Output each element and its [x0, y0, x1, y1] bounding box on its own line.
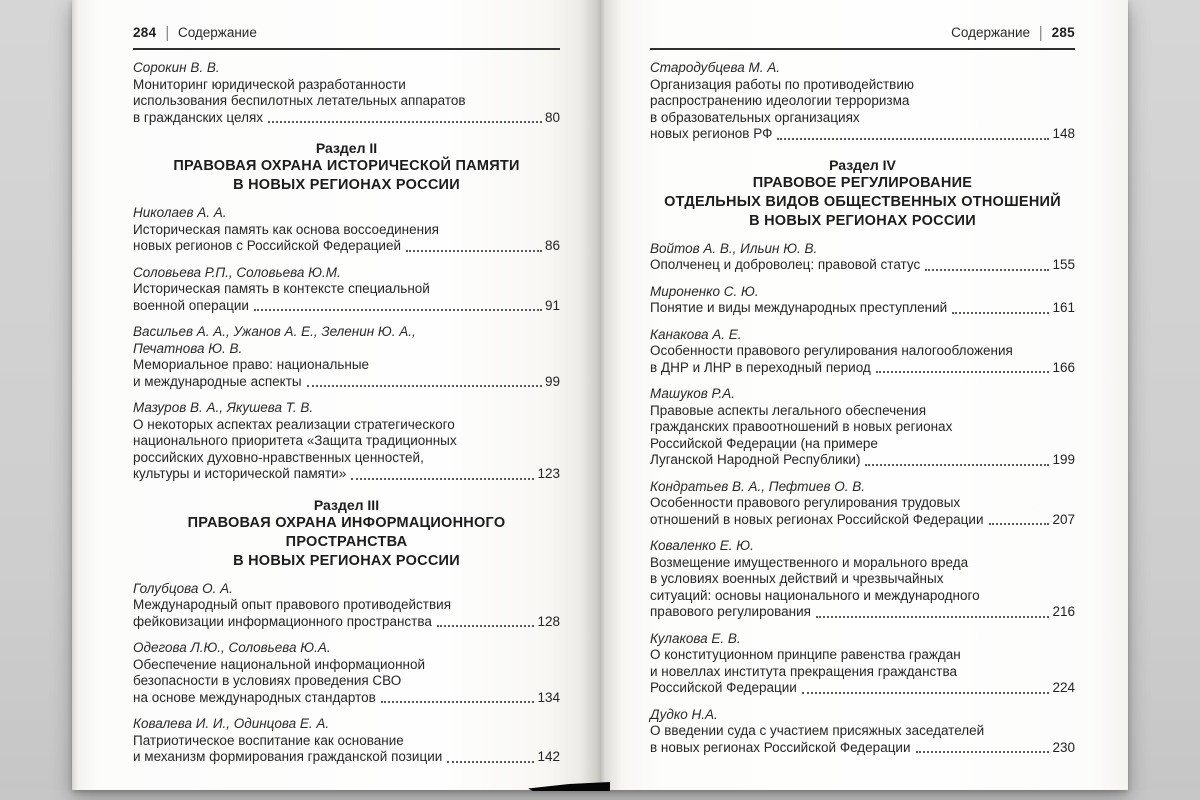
toc-entry	[650, 60, 1075, 143]
entry-author-line: Мазуров В. А., Якушева Т. В.	[133, 400, 314, 415]
toc-entry	[133, 400, 560, 483]
toc-entry	[133, 265, 560, 315]
section-title	[133, 157, 560, 195]
dot-leader	[254, 309, 542, 311]
entry-tail-text: в новых регионах Российской Федерации	[650, 739, 911, 755]
toc-entry	[650, 284, 1075, 317]
entry-page-number: 161	[1052, 300, 1075, 315]
entry-title-line: О некоторых аспектах реализации стратегического	[133, 416, 455, 432]
entry-tail-row	[650, 740, 1075, 757]
background-bottom-strip	[0, 790, 1200, 800]
section-title-line: В НОВЫХ РЕГИОНАХ РОССИИ	[233, 552, 460, 569]
entry-tail-text: Ополченец и доброволец: правовой статус	[650, 257, 921, 272]
entry-page-number: 80	[544, 109, 560, 125]
entry-title-lines	[133, 417, 560, 467]
entry-authors	[650, 631, 1075, 648]
entry-page-number: 199	[1052, 452, 1075, 467]
left-page-header	[133, 24, 560, 50]
dot-leader	[307, 385, 542, 387]
toc-entry	[133, 60, 560, 126]
entry-title-line: Международный опыт правового противодействия	[133, 597, 452, 612]
entry-authors	[133, 400, 560, 417]
entry-authors	[133, 640, 560, 657]
section-title-line: ПРАВОВОЕ РЕГУЛИРОВАНИЕ	[752, 174, 973, 191]
right-page-number: 285	[1051, 25, 1075, 40]
section-title-line: В НОВЫХ РЕГИОНАХ РОССИИ	[233, 177, 460, 193]
entry-tail-text: и механизм формирования гражданской позиции	[133, 749, 443, 764]
entry-tail-text: в ДНР и ЛНР в переходный период	[650, 359, 871, 375]
entry-title-line: национального приоритета «Защита традиционных	[133, 433, 457, 448]
entry-title-lines	[133, 222, 560, 239]
entry-page-number: 123	[537, 466, 560, 481]
entry-title-line: ситуаций: основы национального и международного	[650, 587, 980, 603]
entry-tail-text: Луганской Народной Республики)	[650, 452, 861, 467]
toc-entry	[650, 707, 1075, 757]
left-page-number: 284	[133, 25, 157, 40]
toc-entry	[133, 324, 560, 390]
dot-leader	[381, 701, 535, 703]
entry-authors	[133, 60, 560, 77]
entry-author-line: Николаев А. А.	[133, 205, 227, 220]
entry-title-line: Историческая память в контексте специальной	[133, 281, 430, 296]
toc-entry	[133, 581, 560, 631]
entry-tail-text: Российской Федерации	[650, 680, 797, 695]
entry-authors	[650, 241, 1075, 258]
entry-title-lines	[650, 495, 1075, 512]
entry-tail-text: правового регулирования	[650, 604, 811, 619]
entry-authors	[650, 60, 1075, 77]
entry-page-number: 224	[1052, 680, 1075, 695]
entry-title-lines	[133, 77, 560, 110]
section-label: Раздел IV	[829, 156, 896, 173]
entry-tail-text: Понятие и виды международных преступлений	[650, 300, 948, 315]
entry-page-number: 166	[1052, 359, 1075, 375]
entry-page-number: 230	[1052, 739, 1075, 755]
entry-title-lines	[133, 281, 560, 298]
entry-tail-row	[650, 512, 1075, 529]
entry-tail-text: новых регионов с Российской Федерацией	[133, 238, 402, 253]
entry-title-lines	[133, 657, 560, 690]
entry-title-line: Российской Федерации (на примере	[650, 435, 878, 451]
dot-leader	[447, 761, 534, 763]
entry-tail-row	[650, 452, 1075, 469]
toc-entry	[650, 241, 1075, 274]
entry-title-line: Правовые аспекты легального обеспечения	[650, 402, 926, 418]
right-header-title: Содержание	[951, 25, 1031, 40]
dot-leader	[865, 464, 1049, 466]
entry-tail-text: культуры и исторической памяти»	[133, 466, 347, 481]
toc-entry	[133, 640, 560, 706]
right-toc	[650, 60, 1075, 756]
dot-leader	[816, 616, 1050, 618]
entry-title-line: Историческая память как основа воссоединения	[133, 221, 439, 237]
toc-entry	[133, 205, 560, 255]
entry-tail-row	[133, 238, 560, 255]
book-spread	[72, 0, 1128, 790]
entry-tail-row	[133, 749, 560, 766]
left-header-title: Содержание	[177, 25, 257, 40]
entry-tail-row	[133, 690, 560, 707]
entry-author-line: Ковалева И. И., Одинцова Е. А.	[133, 716, 330, 731]
entry-title-line: Возмещение имущественного и морального вреда	[650, 554, 969, 570]
entry-tail-text: в гражданских целях	[133, 109, 264, 125]
toc-entry	[650, 386, 1075, 469]
toc-entry	[650, 538, 1075, 621]
entry-title-line: Мемориальное право: национальные	[133, 357, 370, 372]
entry-title-lines	[133, 733, 560, 750]
entry-title-line: безопасности в условиях проведения СВО	[133, 673, 402, 688]
header-separator: |	[1039, 23, 1043, 42]
entry-title-lines	[650, 343, 1075, 360]
entry-authors	[133, 324, 560, 357]
dot-leader	[876, 371, 1050, 373]
entry-title-lines	[650, 723, 1075, 740]
header-separator: |	[165, 23, 169, 42]
dot-leader	[268, 121, 542, 123]
entry-page-number: 99	[544, 373, 560, 389]
entry-author-line: Коваленко Е. Ю.	[650, 538, 754, 553]
left-toc	[133, 60, 560, 766]
toc-entry	[133, 716, 560, 766]
entry-page-number: 142	[537, 749, 560, 764]
entry-title-line: Обеспечение национальной информационной	[133, 656, 426, 672]
entry-tail-row	[133, 466, 560, 483]
entry-tail-text: отношений в новых регионах Российской Федерации	[650, 511, 984, 527]
entry-author-line: Машуков Р.А.	[650, 386, 735, 401]
entry-authors	[133, 265, 560, 282]
right-page	[600, 0, 1128, 790]
entry-authors	[650, 479, 1075, 496]
entry-authors	[133, 716, 560, 733]
entry-page-number: 91	[544, 297, 560, 313]
dot-leader	[437, 625, 535, 627]
entry-tail-row	[650, 300, 1075, 317]
section-title	[133, 514, 560, 571]
section-label: Раздел II	[315, 140, 378, 156]
entry-author-line: Мироненко С. Ю.	[650, 283, 759, 299]
dot-leader	[989, 523, 1050, 525]
entry-title-lines	[650, 555, 1075, 605]
entry-title-line: в образовательных организациях	[650, 109, 860, 125]
dot-leader	[916, 751, 1050, 753]
entry-title-line: О введении суда с участием присяжных заседателей	[650, 723, 985, 738]
entry-title-line: Особенности правового регулирования налогообложения	[650, 343, 1013, 358]
entry-page-number: 148	[1052, 126, 1075, 141]
right-page-header	[650, 24, 1075, 50]
entry-title-line: в условиях военных действий и чрезвычайных	[650, 571, 944, 586]
entry-author-line: Канакова А. Е.	[650, 326, 742, 342]
entry-page-number: 86	[544, 238, 560, 253]
entry-author-line: Одегова Л.Ю., Соловьева Ю.А.	[133, 640, 331, 655]
entry-authors	[133, 205, 560, 222]
left-page	[72, 0, 600, 790]
entry-tail-row	[133, 374, 560, 391]
entry-title-lines	[650, 647, 1075, 680]
entry-tail-text: военной операции	[133, 297, 249, 313]
dot-leader	[777, 138, 1049, 140]
toc-section-heading	[133, 496, 560, 571]
entry-page-number: 155	[1052, 257, 1075, 272]
entry-title-line: Организация работы по противодействию	[650, 76, 915, 92]
entry-tail-row	[133, 614, 560, 631]
entry-author-line: Кулакова Е. В.	[650, 630, 741, 646]
entry-author-line: Кондратьев В. А., Пефтиев О. В.	[650, 478, 866, 494]
dot-leader	[925, 269, 1049, 271]
entry-author-line: Голубцова О. А.	[133, 580, 233, 596]
entry-title-line: Патриотическое воспитание как основание	[133, 732, 404, 748]
entry-tail-text: и международные аспекты	[133, 373, 302, 389]
entry-tail-row	[133, 298, 560, 315]
entry-title-lines	[650, 77, 1075, 127]
entry-title-line: Мониторинг юридической разработанности	[133, 76, 406, 92]
entry-authors	[650, 284, 1075, 301]
entry-title-line: и новеллах института прекращения гражданства	[650, 663, 957, 679]
toc-section-heading	[133, 139, 560, 195]
entry-authors	[650, 327, 1075, 344]
entry-author-line: Печатнова Ю. В.	[133, 340, 243, 356]
section-title	[650, 174, 1075, 231]
section-title-line: ОТДЕЛЬНЫХ ВИДОВ ОБЩЕСТВЕННЫХ ОТНОШЕНИЙ	[664, 193, 1061, 210]
entry-title-line: Особенности правового регулирования трудовых	[650, 495, 961, 510]
section-label: Раздел III	[313, 496, 380, 513]
toc-section-heading	[650, 156, 1075, 231]
entry-authors	[650, 386, 1075, 403]
entry-title-lines	[650, 403, 1075, 453]
entry-author-line: Соловьева Р.П., Соловьева Ю.М.	[133, 264, 341, 280]
dot-leader	[952, 312, 1049, 314]
toc-entry	[650, 631, 1075, 697]
entry-page-number: 134	[537, 689, 560, 705]
entry-authors	[650, 538, 1075, 555]
entry-title-line: О конституционном принципе равенства граждан	[650, 647, 961, 662]
entry-page-number: 216	[1052, 604, 1075, 619]
entry-tail-text: на основе международных стандартов	[133, 689, 376, 705]
entry-title-line: распространению идеологии терроризма	[650, 93, 910, 108]
entry-tail-text: фейковизации информационного пространства	[133, 613, 432, 629]
entry-page-number: 207	[1052, 511, 1075, 527]
entry-author-line: Сорокин В. В.	[133, 60, 220, 75]
dot-leader	[406, 250, 542, 252]
section-title-line: ПРАВОВАЯ ОХРАНА ИНФОРМАЦИОННОГО	[187, 514, 506, 531]
entry-tail-row	[650, 680, 1075, 697]
section-title-line: В НОВЫХ РЕГИОНАХ РОССИИ	[749, 212, 976, 229]
entry-title-lines	[133, 357, 560, 374]
entry-page-number: 128	[537, 613, 560, 629]
entry-tail-row	[133, 110, 560, 127]
entry-tail-row	[650, 257, 1075, 274]
entry-authors	[650, 707, 1075, 724]
entry-author-line: Стародубцева М. А.	[650, 60, 781, 75]
entry-title-line: российских духовно-нравственных ценностей,	[133, 449, 424, 465]
dot-leader	[802, 692, 1050, 694]
entry-authors	[133, 581, 560, 598]
entry-tail-row	[650, 126, 1075, 143]
entry-tail-text: новых регионов РФ	[650, 126, 773, 141]
dot-leader	[351, 478, 534, 480]
section-title-line: ПРАВОВАЯ ОХРАНА ИСТОРИЧЕСКОЙ ПАМЯТИ	[173, 158, 520, 174]
entry-title-line: использования беспилотных летательных аппаратов	[133, 93, 466, 108]
entry-title-line: гражданских правоотношений в новых регионах	[650, 419, 953, 434]
toc-entry	[650, 327, 1075, 377]
entry-title-lines	[133, 597, 560, 614]
entry-author-line: Дудко Н.А.	[650, 706, 718, 722]
section-title-line: ПРОСТРАНСТВА	[285, 533, 408, 550]
toc-entry	[650, 479, 1075, 529]
entry-author-line: Васильев А. А., Ужанов А. Е., Зеленин Ю. А.,	[133, 324, 416, 339]
entry-tail-row	[650, 604, 1075, 621]
entry-tail-row	[650, 360, 1075, 377]
entry-author-line: Войтов А. В., Ильин Ю. В.	[650, 240, 818, 256]
